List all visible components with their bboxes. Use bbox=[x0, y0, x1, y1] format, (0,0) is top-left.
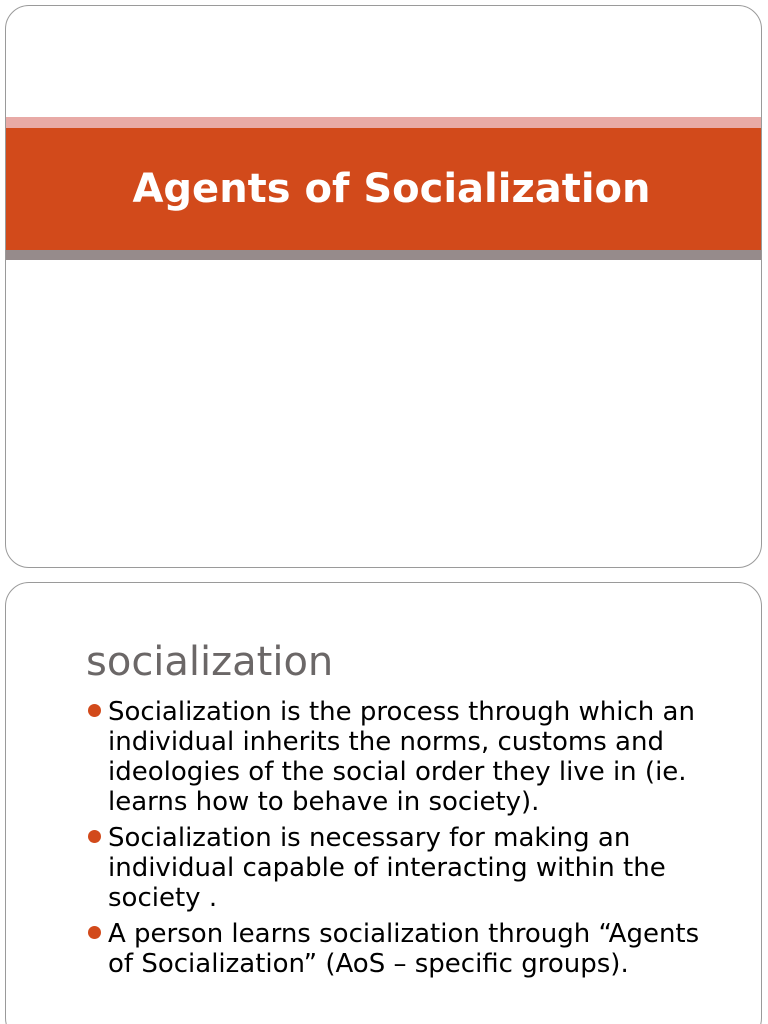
bullet-item bbox=[86, 697, 726, 817]
content-slide bbox=[5, 582, 762, 1024]
bullet-item bbox=[86, 823, 726, 913]
slide-title: Agents of Socialization bbox=[132, 166, 651, 212]
bullet-text: A person learns socialization through “Agents of Socialization” (AoS – specific groups). bbox=[108, 919, 700, 979]
title-slide bbox=[5, 5, 762, 568]
title-band bbox=[6, 128, 761, 250]
bullet-text: Socialization is necessary for making an individual capable of interacting within the society . bbox=[108, 823, 666, 913]
bullet-dot-icon bbox=[88, 830, 101, 843]
slide-heading: socialization bbox=[86, 639, 334, 685]
title-band-top-accent bbox=[6, 117, 761, 128]
bullet-item bbox=[86, 919, 726, 979]
bullet-text: Socialization is the process through which an individual inherits the norms, customs and ideologies of the social order they live in (ie. learns how to behave in society). bbox=[108, 697, 695, 817]
title-band-bottom-accent bbox=[6, 250, 761, 260]
bullet-dot-icon bbox=[88, 704, 101, 717]
bullet-list bbox=[86, 697, 726, 985]
bullet-dot-icon bbox=[88, 926, 101, 939]
